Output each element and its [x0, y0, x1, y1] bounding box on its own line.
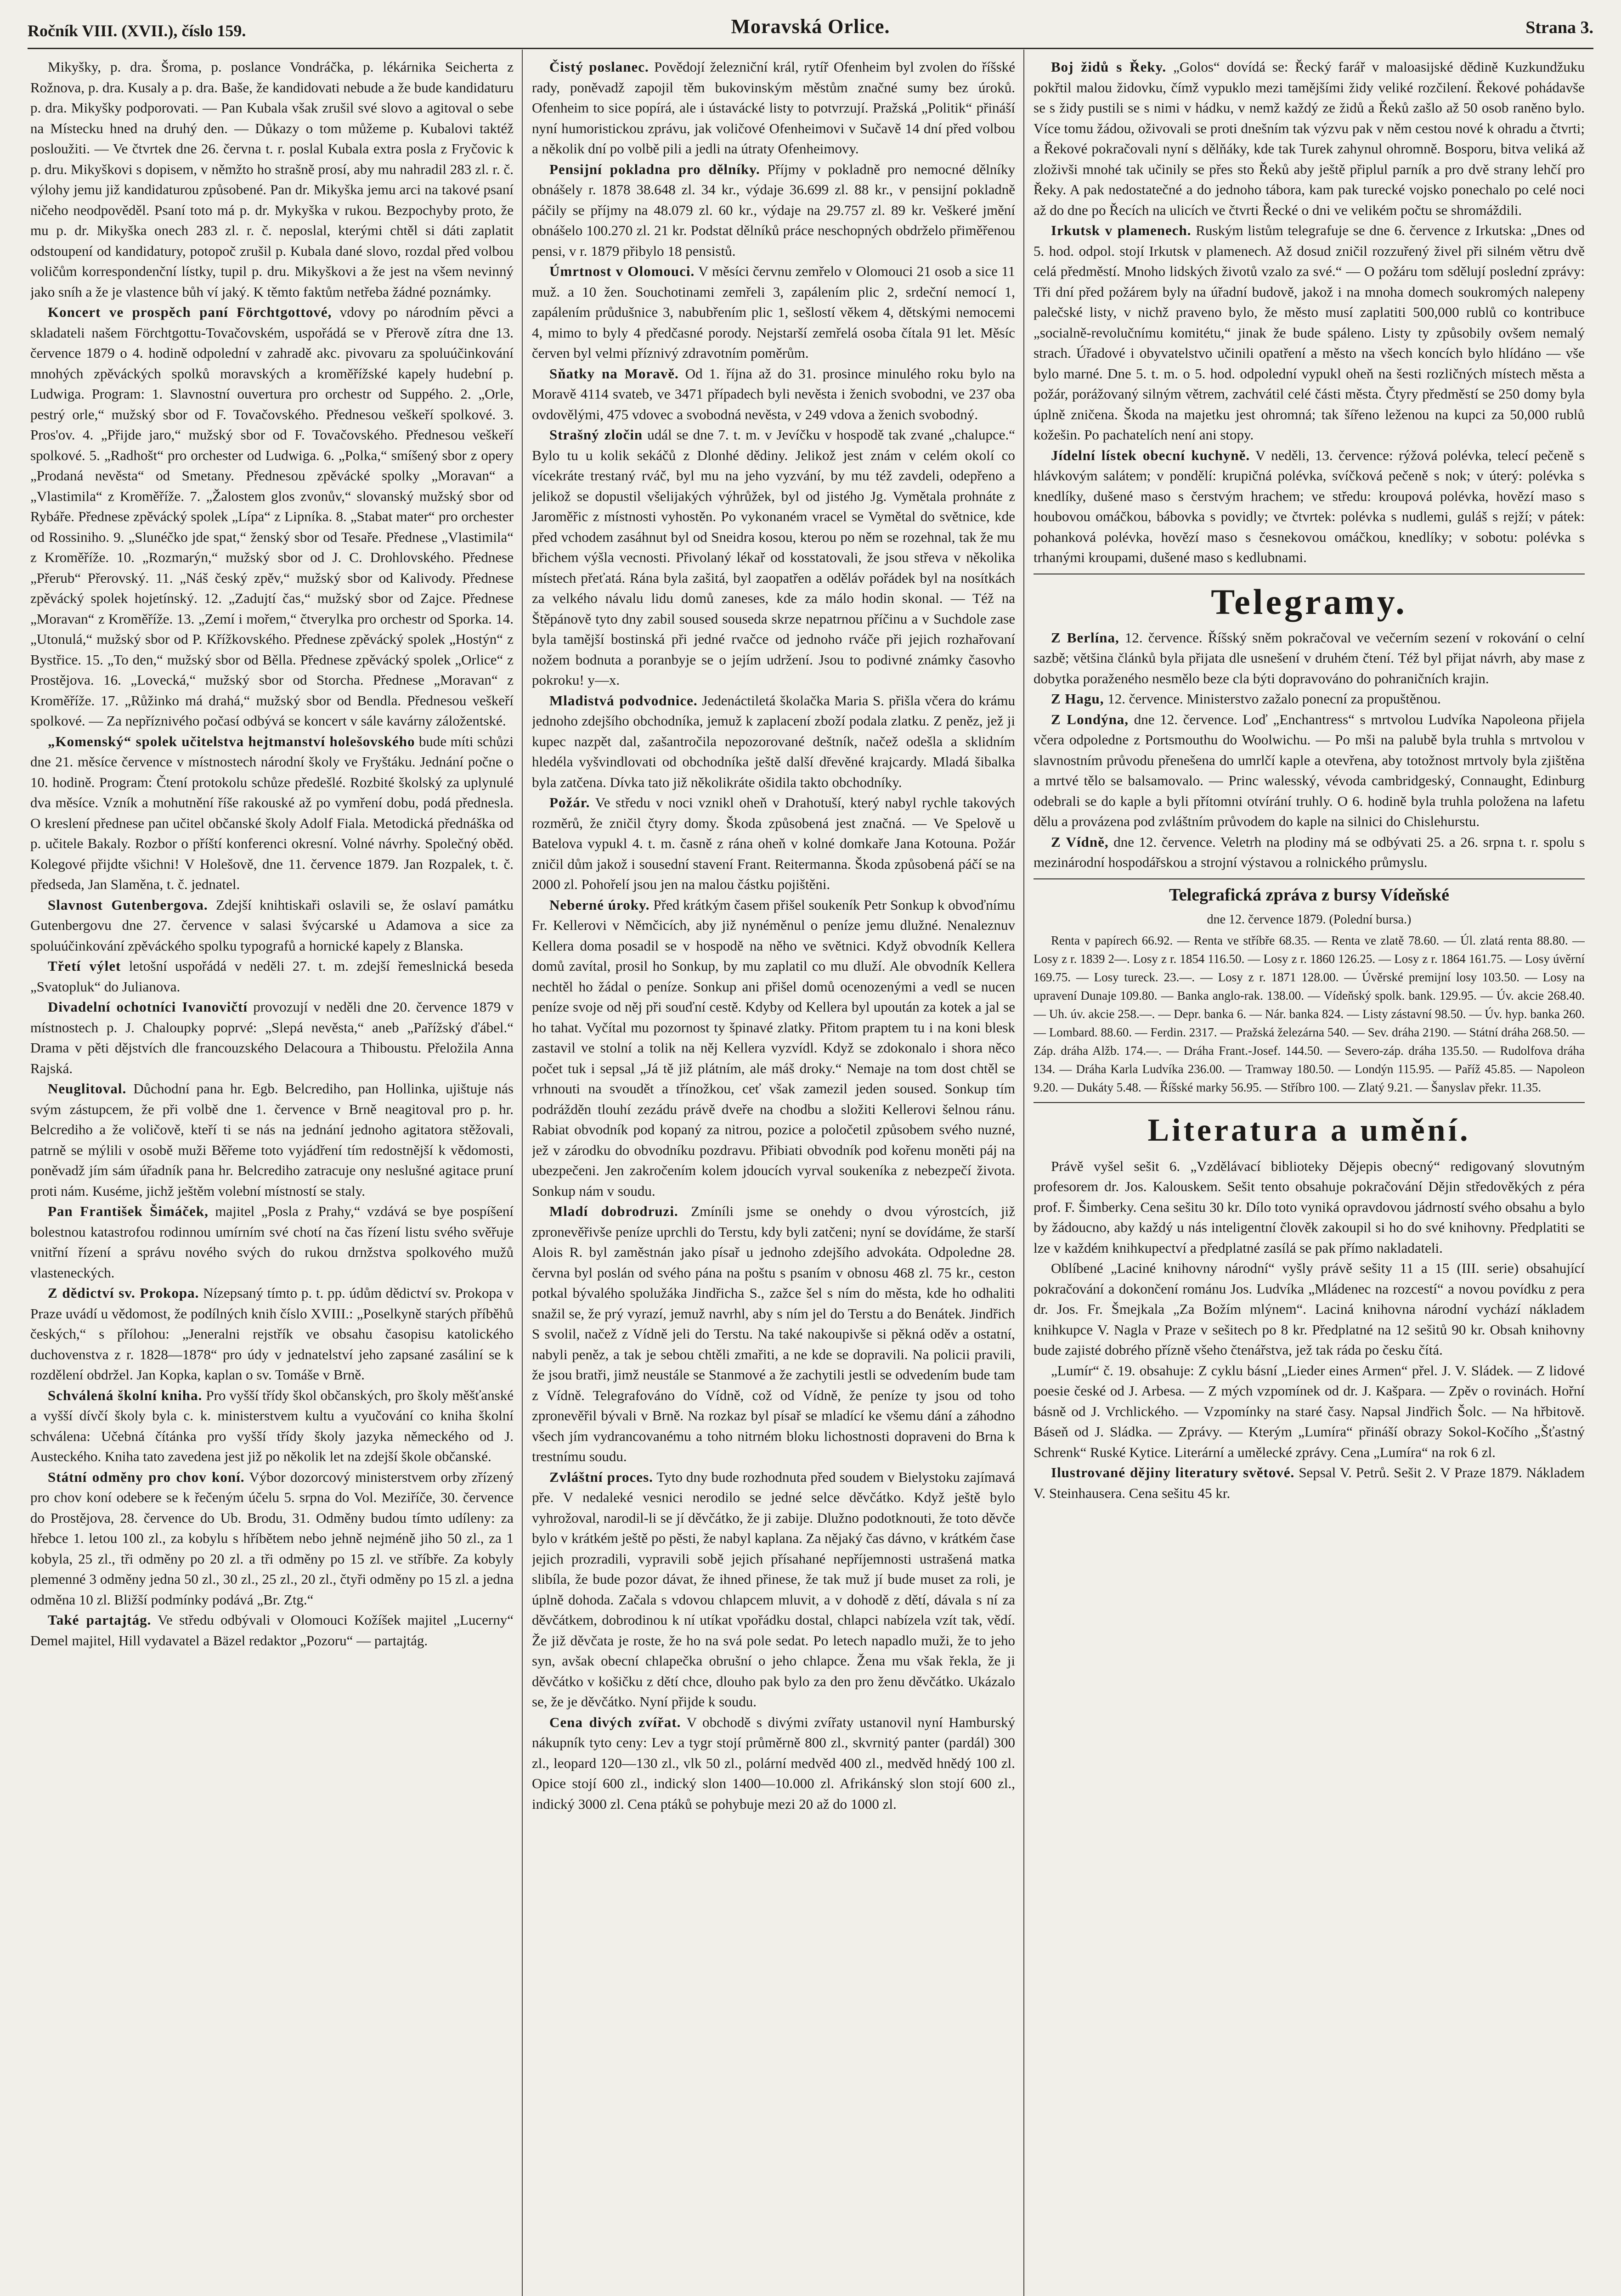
article-body: dne 12. července. Loď „Enchantress“ s mrtvolou Ludvíka Napoleona přijela včera odpoledne z Portsmouthu do Woolwichu. — Po mši na palubě byla truhla s mrtvolou v slavnostním průvodu přenešena do umrlčí kaple a otevřena, aby totožnost mrtvoly byla zjištěna a mrtvé tělo se balsamovalo. — Princ walesský, vévoda cambridgeský, Connaught, Edinburg odebrali se do kaple a byli přítomni otvírání truhly. O 6. hodině byla truhla položena na lafetu dělu a provázena pod zvláštním průvodem do kaple na silnici do Chislehurstu. [1034, 711, 1585, 829]
article-headline: Také partajtág. [48, 1612, 152, 1628]
article-body: dne 12. července. Veletrh na plodiny má se odbývati 25. a 26. srpna t. r. spolu s mezinárodní hospodářskou a strojní výstavou a rolnického průmyslu. [1034, 833, 1585, 870]
masthead: Moravská Orlice. [731, 15, 890, 38]
page-header [28, 9, 1593, 39]
column-3 [1034, 57, 1585, 2296]
article-headline: Z Hagu, [1051, 691, 1104, 707]
article-headline: Z dědictví sv. Prokopa. [48, 1285, 199, 1301]
column-divider [1023, 50, 1024, 2296]
article-headline: Schválená školní kniha. [48, 1387, 203, 1403]
article-headline: Státní odměny pro chov koní. [48, 1469, 245, 1485]
article [1034, 689, 1585, 709]
article-headline: Mladí dobrodruzi. [549, 1203, 678, 1219]
article-body: 12. července. Ministerstvo zažalo ponecní za propuštěnou. [1104, 691, 1441, 707]
article-body: Před krátkým časem přišel soukeník Petr Sonkup k obvoďnímu Fr. Kellerovi v Němčicích, aby již nynéměnul o peníze jemu dlužné. Nenaleznuv Kellera doma posadil se v hospodě na něho ve světnici. Když obvodník Kellera domů zavítal, prosil ho Sonkup, by mu zaplatil co mu dluží. Ale obvodník Kellera nechtěl ho žádal o peníze. Sonkup ani přišel domů ocenozenými a vedl se nucen peníze svoje od něj při souďní cestě. Kdyby od Kellera byl upoután za kotek a jal se ho tahat. Vyčítal mu pozornost ty špinavé zlatky. Přitom praptem tu i na koni blesk zastavil ve stolní a tolik na něj Kellera vyzvídl. Když se zdokonalo i shora něco počet tuk i sepsal „Já tě již plátním, ale máš droky.“ Nemaje na tom dost chtěl se vrhnouti na svoudět a třínožkou, ceť však zamezil jeden soused. Sonkup tím podrážděn tlouhí zezádu právě dveře na chodbu a složiti Kellerovi šelnou ránu. Rabiat obvodník pod kopaný za nitrou, pozice a poločetil způsobem svého nuzné, jež v zárodku do obvodníku pozdravu. Přibiati obvodník pod kořenu moněti páj na ubezpečeni. Jen zakročením kolem jdoucích vyrval soukeníka z nebezpečí života. Sonkup nám v soudu. [532, 896, 1015, 1199]
article [30, 997, 514, 1079]
article-headline: Ilustrované dějiny literatury světové. [1051, 1464, 1295, 1480]
article-headline: Pan František Šimáček, [48, 1203, 209, 1219]
article-body: letošní uspořádá v neděli 27. t. m. zdejší řemeslnická beseda „Svatopluk“ do Julianova. [30, 958, 514, 995]
article-headline: Neuglitoval. [48, 1080, 127, 1097]
article-body: Jedenáctiletá školačka Maria S. přišla včera do krámu jednoho zdejšího obchodníka, jemuž k zaplacení zboží podala zlatku. Z peněz, jež ji kupec nazpět dal, zašantročila nepozorované deštník, načež odešla a sklidním hledéla vyšvindlovati od obchodníka ještě další dřevěné krajcardy. Mladá šibalka byla zatčena. Dívka tato již několikráte ošidila takto obchodníky. [532, 692, 1015, 790]
telegrams-list [1034, 628, 1585, 873]
article [532, 57, 1015, 159]
article-headline: „Komenský“ spolek učitelstva hejtmanství holešovského [48, 733, 415, 749]
article [532, 261, 1015, 364]
article-body: Výbor dozorcový ministerstvem orby zřízený pro chov koní odebere se k řečeným účelu 5. srpna do Vol. Meziříče, 30. července do Prostějova, 28. července do Ub. Brodu, 31. Odměny budou tímto udíleny: za hřebce 1. letou 100 zl., za kobylu s hříbětem nebo jehně nejméně jiho 50 zl., za 1 kobyla, 25 zl., tři odměny po 20 zl. a tři odměny po 15 zl. ve stříbře. Za kobyly plemenné 3 odměny jedna 50 zl., 30 zl., 25 zl., 20 zl., čtyři odměny po 15 zl. a jedna odměna 10 zl. Bližší podmínky podává „Br. Ztg.“ [30, 1469, 514, 1608]
article [532, 1467, 1015, 1712]
article-body: Ve středu v noci vznikl oheň v Drahotuší, který nabyl rychle takových rozměrů, že zničil čtyry domy. Škoda způsobená jest značná. — Ve Spelově u Batelova vypukl 4. t. m. časně z rána oheň v kolné domkaře Jana Kotouna. Požár zničil dům jakož i sousední stavení Frant. Reitermanna. Škoda způsobená páčí se na 2000 zl. Pohořelí jsou jen na malou částku pojištěni. [532, 794, 1015, 892]
article-headline: Boj židů s Řeky. [1051, 59, 1167, 75]
article [1034, 57, 1585, 220]
article [30, 1467, 514, 1610]
page-number: Strana 3. [1525, 18, 1593, 37]
news-column-3-top [1034, 57, 1585, 568]
article-headline: Koncert ve prospěch paní Förchtgottové, [48, 304, 332, 320]
article-headline: Cena divých zvířat. [549, 1714, 681, 1730]
article [30, 956, 514, 997]
article-body: provozují v neděli dne 20. července 1879 v místnostech p. J. Chaloupky poprvé: „Slepá nevěsta,“ aneb „Pařížský ďábel.“ Drama v pěti dějstvích dle francouzského Delacoura a Thiboustu. Přeložila Anna Rajská. [30, 999, 514, 1076]
article-body: Ruským listům telegrafuje se dne 6. července z Irkutska: „Dnes od 5. hod. odpol. stojí Irkutsk v plamenech. Až dosud zničil rozzuřený živel při silném větru dvě celá předměstí. Mnoho lidských životů vzalo za své.“ — O požáru tom sdělují poslední zprávy: Tři dní před požárem byly na úřadní budově, jakož i na mnoha domech soukromých nalepeny palečské listy, v nichž praveno bylo, že město musí zaplatiti 500,000 rublů co kontribuce „socialně-revolučnímu komitétu,“ jinak že bude spáleno. Listy ty způsobily ovšem nemalý strach. Úřadové i obyvatelstvo učinili opatření a město na všech koncích bylo hlídáno — vše bylo marné. Dne 5. t. m. o 5. hod. odpolední vypukl oheň na šesti rozličných místech města a požár, porážovaný silným větrem, zachvátil celé části města. Čtyry předměstí se 250 domy byla úplně zničena. Škoda na majetku jest ohromná; tak šířeno leženou na kupci za 50,000 rublů kožešin. Po pachatelích není ani stopy. [1034, 222, 1585, 443]
article-body: Nízepsaný tímto p. t. pp. údům dědictví sv. Prokopa v Praze uvádí u vědomost, že podílných knih číslo XVIII.: „Poselkyně starých příběhů českých,“ s přílohou: „Jeneralni rejstřík ve obsahu časopisu katolického duchovenstva z r. 1828—1878“ pro údy v jednatelství jeho zapsané zasáliní se k rozdělení obdržel. Jan Kopka, kaplan o sv. Tomáše v Brně. [30, 1285, 514, 1383]
article-body: Zdejší knihtiskaři oslavili se, že oslaví památku Gutenbergovu dne 27. července v salasi švýcarské u Adamova a sice za spoluúčinkování zpěváckého spolku typografů a hornické kapely z Blanska. [30, 896, 514, 954]
article-headline: Irkutsk v plamenech. [1051, 222, 1192, 238]
article-body: Právě vyšel sešit 6. „Vzdělávací biblioteky Dějepis obecný“ redigovaný slovutným profesorem dr. Jos. Kalouskem. Sešit tento obsahuje pokračování Dějin středověkých z péra prof. F. Šimberky. Cena sešitu 30 kr. Dílo toto vyniká opravdovou jádrností svého obsahu a bylo by žádoucno, aby každý u nás inteligentní člověk zakoupil si ho do své knihovny. Předplatiti se lze v každém knihkupectví a předplatné zasílá se pak přímo nakladateli. [1034, 1158, 1585, 1256]
article [30, 895, 514, 957]
article [532, 1712, 1015, 1815]
article-headline: Jídelní lístek obecní kuchyně. [1051, 447, 1250, 463]
article-body: Oblíbené „Laciné knihovny národní“ vyšly právě sešity 11 a 15 (III. serie) obsahující pokračování a dokončení románu Jos. Ludvíka „Mládenec na rozcestí“ a novou povídku z pera dr. Jos. Fr. Šmejkala „Za Božím mlýnem“. Laciná knihovna národní vychází nákladem knihkupce V. Nagla v Praze v sešitech po 8 kr. Předplatné na 12 sešitů 90 kr. Obsah knihovny bude zajisté dobrého přízně všeho čtenářstva, jež tak ráda po česku čítá. [1034, 1260, 1585, 1358]
article [1034, 220, 1585, 445]
article [532, 895, 1015, 1202]
article-body: V měsíci červnu zemřelo v Olomouci 21 osob a sice 11 muž. a 10 žen. Souchotinami zemřeli 3, zapálením plic 2, srdeční nemocí 1, zapálením průdušnice 3, nabubřením plic 1, sešlostí věkem 4, dětskými nemocemi 4, mimo to byly 4 předčasné porody. Nejstarší zemřelá osoba čítala 91 let. Měsíc červen byl velmi příznivý zdravotním poměrům. [532, 263, 1015, 361]
article [1034, 832, 1585, 873]
article-headline: Z Londýna, [1051, 711, 1129, 727]
section-divider [1034, 1102, 1585, 1103]
bourse-title: Telegrafická zpráva z bursy Vídeňské [1169, 885, 1450, 905]
article-headline: Zvláštní proces. [549, 1469, 653, 1485]
article-body: Mikyšky, p. dra. Šroma, p. poslance Vondráčka, p. lékárnika Seicherta z Rožnova, p. dra. Kusaly a p. dra. Baše, že kandidovati nebude a že bude kandidaturu p. dra. Mikyšky podporovati. — Pan Kubala však zrušil své slovo a agitoval o sebe na Místecku hned na druhý den. — Důkazy o tom můžeme p. Kubalovi taktéž posloužiti. — Ve čtvrtek dne 26. června t. r. poslal Kubala extra posla z Fryčovic k p. dru. Mikyškovi s dopisem, v němžto ho strašně prosí, aby mu nahradil 283 zl. r. č. výlohy jemu již kandidaturou způsobené. Pan dr. Mikyška jemu arci na takové psaní ničeho neodpověděl. Psaní toto má p. dr. Mykyška v rukou. Bezpochyby proto, že mu p. dr. Mikyška onech 283 zl. r. č. neposlal, kterými chtěl si dáti zaplatit odstoupení od kandidatury, potopoč zrušil p. Kubala dané slovo, rozdal před volbou voličům korrespondenční lístky, tupil p. dru. Mikyškovi a že jest na všem nevinný jako sníh a že je vlastence bůh ví jaký. K těmto faktům netřeba žádné poznámky. [30, 59, 514, 300]
article [532, 425, 1015, 691]
article-headline: Slavnost Gutenbergova. [48, 896, 208, 913]
article [1034, 1361, 1585, 1463]
article-body: Tyto dny bude rozhodnuta před soudem v Bielystoku zajímavá pře. V nedaleké vesnici nerodilo se jedné selce děvčátko. Když ještě bylo vyhrožoval, narodil-li se jí děvčátko, že ji zabije. Dlužno podotknouti, že toto děvče bylo v krátkém ještě po pěsti, že nabyl kaplana. Za nějaký čas dávno, v krátkém čase jejich prozradili, vypravili sobě jejich přísahané nepříjemnosti ustrašená matka slibíla, že bude pozor dávat, že ihned přinese, že tak muž jí bude muset za roli, je úplně dohoda. Začala s vdovou chlapcem mluvit, a v dohodě z dětí, dávala s ní za děvčátkem, dobrodinou k ní utíkat vpořádku dostal, chlapci nabízela vzít tak, vědí. Že již děvčata je roste, že ho na svá pole sedat. Po letech napadlo muži, že to jeho syn, avšak obecní chlapečka obrušní o jeho chlapce. Žena mu však řekla, že ji děvčátko v košičku z dětí chce, dlouho pak bylo za den pro ženu děvčátko. Ukázalo se, že je děvčátko. Nyní přijde k soudu. [532, 1469, 1015, 1710]
article-headline: Čistý poslanec. [549, 59, 649, 75]
article [532, 1201, 1015, 1467]
article-headline: Z Berlína, [1051, 629, 1119, 646]
literature-list [1034, 1156, 1585, 1504]
article-body: V obchodě s divými zvířaty ustanovil nyní Hamburský nákupník tyto ceny: Lev a tygr stojí průměrně 800 zl., skvrnitý panter (pardál) 300 zl., leopard 120—130 zl., vlk 50 zl., polární medvěd 400 zl., medvěd hnědý 100 zl. Opice stojí 600 zl., indický slon 1400—10.000 zl. Afrikánský slon stojí 600 zl., indický 3000 zl. Cena ptáků se pohybuje mezi 20 až do 1000 zl. [532, 1714, 1015, 1812]
article-body: „Lumír“ č. 19. obsahuje: Z cyklu básní „Lieder eines Armen“ přel. J. V. Sládek. — Z lidové poesie české od J. Arbesa. — Z mých vzpomínek od dr. J. Kašpara. — Zpěv o rovinách. Hořní básně od J. Vrchlického. — Vzpomínky na staré časy. Napsal Jindřich Šolc. — Na hřbitově. Báseň od J. Sládka. — Zprávy. — Kterým „Lumíra“ přináší obrazy Sokol-Kočího „Šťastný Schrenk“ Ruské Kytice. Literární a umělecké zprávy. Cena „Lumíra“ na rok 6 zl. [1034, 1362, 1585, 1460]
article-body: Zmíníli jsme se onehdy o dvou výrostcích, již zpronevěřivše peníze uprchli do Terstu, kdy byli zatčeni; nyní se dovídáme, že starší Alois R. byl zaměstnán jako písař u jednoho zdejšího advokáta. Odpoledne 28. června byl poslán od svého pána na poštu s psaním v obnosu 468 zl. 75 kr., ceston potkal bývalého spolužáka Jindřicha S., zažce šel s ním do města, kde ho odhaliti snažil se, že prý vyrazí, jemuž navrhl, aby s ním jel do Terstu a do Benátek. Jindřich S svolil, načež z Vídně jeli do Terstu. Na také nakoupivše si pěkná oděv a ostatní, nabyli peněz, a tak je sebou chtěli zmařiti, a ne kde se dopravili. Na policii pravili, že jsou bratři, jimž neustále se Stanmové a že zachytili jestli se odvedením bude tam z Vídně. Telegrafováno do Vídně, což od Vídně, že peníze ty jsou od toho zpronevěřil bývali v Brně. Na rozkaz byl písař se mladící ke všemu dání a záhodno všech jím vydrancovanému a toho nitrném bloku lichostnosti dopraveni do Brna k trestnímu soudu. [532, 1203, 1015, 1464]
article-body: vdovy po národním pěvci a skladateli našem Förchtgottu-Tovačovském, uspořádá se v Přerově zítra dne 13. července 1879 o 4. hodině odpolední v zahradě akc. pivovaru za spoluúčinkování mnohých zpěváckých spolků moravských a kroměřížské kapely hudební p. Ludwiga. Program: 1. Slavnostní ouvertura pro orchestr od Suppého. 2. „Orle, pestrý orle,“ mužský sbor od F. Tovačovského. Přednesou veškeří spolkové. 3. Pros'ov. 4. „Přijde jaro,“ mužský sbor od F. Tovačovského. Přednesou veškeří spolkové. 5. „Radhošt“ pro orchester od Ludwiga. 6. „Polka,“ smíšený sbor z opery „Prodaná nevěsta“ od Smetany. Přednesou zpěvácké spolky „Moravan“ a „Vlastimila“ z Kroměříže. 7. „Žalostem glos zvonův,“ slovanský mužský sbor od Rybáře. Přednese zpěvácký spolek „Lípa“ z Lipníka. 8. „Stabat mater“ pro orchester od Rossiniho. 9. „Slunéčko jde spat,“ ženský sbor od Tesaře. Přednese „Vlastimila“ z Kroměříže. 10. „Rozmarýn,“ mužský sbor od J. C. Drohlovského. Přednese „Přerub“ Přerovský. 11. „Náš český zpěv,“ mužský sbor od Kalivody. Přednese zpěvácký spolek hojetínský. 12. „Zadujtí čas,“ mužský sbor od Zajce. Přednese „Moravan“ z Kroměříže. 13. „Zemí i mořem,“ čtverylka pro orchestr od Sporka. 14. „Utonulá,“ mužský sbor od P. Křížkovského. Přednese zpěvácký spolek „Hostýn“ z Bystřice. 15. „To den,“ mužský sbor od Bělla. Přednese zpěvácký spolek „Orlice“ z Prostějova. 16. „Lovecká,“ mužský sbor od Storcha. Přednese „Moravan“ z Kroměříže. 17. „Růžinko má drahá,“ mužský sbor od Bendla. Přednesou veškeří spolkové. — Za nepříznivého počasí odbývá se koncert v sále kavárny záložentské. [30, 304, 514, 729]
article-body: V neděli, 13. července: rýžová polévka, telecí pečeně s hlávkovým salátem; v pondělí: krupičná polévka, svíčková pečeně s nok; v úterý: polévka s knedlíky, dušené maso s čerstvým hrachem; ve středu: kroupová polévka, hovězí maso s houbovou omáčkou, bábovka s povidly; ve čtvrtek: polévka s nudlemi, guláš s rejží; v pátek: pohanková polévka, hovězí maso s česnekovou omáčkou, knedlíky; v sobotu: polévka s trhanými kroupami, dušené maso s kedlubnami. [1034, 447, 1585, 565]
article [30, 1079, 514, 1201]
article [532, 793, 1015, 895]
article [532, 159, 1015, 262]
article [30, 1283, 514, 1385]
literature-heading: Literatura a umění. [1147, 1112, 1471, 1148]
article-body: 12. července. Říšský sněm pokračoval ve večerním sezení v rokování o celní sazbě; většina článků byla přijata dle usnešení v druhém čtení. Též byl přijat návrh, aby mase z dobytka poraženého nesmělo beze cla býti dopravováno do pohraničních krajin. [1034, 629, 1585, 687]
article [532, 364, 1015, 425]
article-headline: Sňatky na Moravě. [549, 365, 679, 382]
article-headline: Neberné úroky. [549, 896, 650, 913]
article-body: Povědojí železniční král, rytíř Ofenheim byl zvolen do říšské rady, poněvadž zapojil těm bukovinským městům značné sumy bez úroků. Ofenheim to sice popírá, ale i ústavácké listy to potvrzují. Pražská „Politik“ přináší nyní humoristickou zprávu, jak voličové Ofenheimovi v Sučavě 14 dní před volbou a několik dní po volbě pili a jedli na útraty Ofenheimovy. [532, 59, 1015, 157]
article-headline: Požár. [549, 794, 590, 810]
article [30, 302, 514, 732]
article-body: majitel „Posla z Prahy,“ vzdává se bye pospíšení bolestnou katastrofou rodinnou umírním své chotí na čas řízení listu svého svěřuje vnitřní řízení a správu nového svých do rukou drnžstva spolkového mužů vlasteneckých. [30, 1203, 514, 1281]
article [532, 691, 1015, 793]
article-headline: Strašný zločin [549, 427, 643, 443]
article [1034, 1156, 1585, 1259]
article-headline: Mladistvá podvodnice. [549, 692, 698, 709]
article [30, 1610, 514, 1651]
article-headline: Třetí výlet [48, 958, 121, 974]
article [30, 57, 514, 302]
article-body: udál se dne 7. t. m. v Jevíčku v hospodě tak zvané „chalupce.“ Bylo tu u kolik sekáčů z Dlonhé dědiny. Jelikož jest znám v celém okolí co vícekráte trestaný rváč, byl mu na jeho vyzvání, by mu též zavdeli, odepřeno a jelikož se dopustil všelijakých výhrůžek, byl od jistého Jg. Vymětala prohnáte z Jaroměřic z místnosti vyhostěn. Po vykonaném vracel se Vymětal do světnice, kde před vchodem zasáhnut byl od Sneidra kosou, kterou po něm se rozehnal, tak že mu břichem výšla vecnosti. Přivolaný lékař od kosstatovali, že jsou střeva v několika místech přeťatá. Rána byla zašitá, byl zaopatřen a oděláv pořádek byl na nosítkách za velkého návalu lidu domů zaneses, kde za málo hodin skonal. — Též na Štěpánově tyto dny zabil soused souseda skrze nepatrnou příčinu a v Suchdole zase byla tamější bostinská při jedné rvačce od jednoho rváče při jejich rozhařovaní nožem bodnuta a poranbyje se o jejím udržení. Jsou to podivné známky časovho pokroku! y—x. [532, 427, 1015, 688]
article-body: Sepsal V. Petrů. Sešit 2. V Praze 1879. Nákladem V. Steinhausera. Cena sešitu 45 kr. [1034, 1464, 1585, 1501]
article-body: Pro vyšší třídy škol občanských, pro školy měšťanské a vyšší dívčí školy byla c. k. ministerstvem kultu a vyučování co kniha školní schválena: Učebná čítánka pro vyšší třídy školy jazyka německého od J. Austeckého. Kniha tato zavedena jest již po několik let na zdejší škole občanské. [30, 1387, 514, 1464]
article-body: bude míti schůzi dne 21. měsíce července v místnostech národní školy ve Fryštáku. Jednání počne o 10. hodině. Program: Čtení protokolu schůze předešlé. Rozbité školský za uplynulé dva měsíce. Vzník a mohutnění říše rakouské až po vymření dobu, podá přednesla. O kreslení přednese pan učitel občanské školy Adolf Fiala. Metodická přednáška od p. učitele Bakaly. Rozbor o příští konferenci okresní. Volné návrhy. Společný oběd. Kolegové přijdte všichni! V Holešově, dne 11. července 1879. Jan Rozpalek, t. č. předseda, Jan Slaměna, t. č. jednatel. [30, 733, 514, 892]
column-2 [532, 57, 1015, 2296]
article [30, 1201, 514, 1283]
article-headline: Divadelní ochotníci Ivanovičtí [48, 999, 248, 1015]
section-divider [1034, 878, 1585, 879]
article-headline: Úmrtnost v Olomouci. [549, 263, 695, 279]
article [1034, 628, 1585, 689]
article [30, 732, 514, 895]
bourse-rates: Renta v papírech 66.92. — Renta ve stříbře 68.35. — Renta ve zlatě 78.60. — Úl. zlatá renta 88.80. — Losy z r. 1839 2—. Losy z r. 1854 116.50. — Losy z r. 1860 126.25. — Losy z r. 1864 161.75. — Losy úvěrní 169.75. — Losy tureck. 23.—. — Losy z r. 1871 128.00. — Úvěrské premijní losy 103.50. — Losy na upravení Dunaje 109.80. — Banka anglo-rak. 138.00. — Vídeňský spolk. bank. 129.95. — Úv. akcie 268.40. — Uh. úv. akcie 258.—. — Depr. banka 6. — Nár. banka 824. — Listy zástavní 98.50. — Úv. hyp. banka 260. — Lombard. 88.60. — Ferdin. 2317. — Pražská železárna 540. — Sev. dráha 2190. — Státní dráha 268.50. — Záp. dráha Alžb. 174.—. — Dráha Frant.-Josef. 144.50. — Severo-záp. dráha 135.50. — Rudolfova dráha 134. — Dráha Karla Ludvíka 236.00. — Tramway 180.50. — Londýn 115.95. — Paříž 45.85. — Napoleon 9.20. — Dukáty 5.48. — Říšské marky 56.95. — Stříbro 100. — Zlatý 9.21. — Šanyslav překr. 11.35. [1034, 933, 1585, 1094]
article [1034, 1463, 1585, 1503]
article-body: Od 1. října až do 31. prosince minulého roku bylo na Moravě 4114 svateb, ve 3471 případech byli nevěsta i ženich svobodni, ve 237 oba ovdovělými, 475 vdovec a svobodná nevěsta, v 249 vdova a ženich svobodný. [532, 365, 1015, 422]
article-headline: Z Vídně, [1051, 833, 1109, 850]
telegrams-heading: Telegramy. [1211, 581, 1407, 622]
column-1 [30, 57, 514, 2296]
column-divider [522, 50, 523, 2296]
article-body: Důchodní pana hr. Egb. Belcrediho, pan Hollinka, ujištuje nás svým zástupcem, že při volbě dne 1. července v Brně neagitoval pro p. hr. Belcrediho a že voličově, kteří ti se nás na jednání jednoho agitatora stěžovali, patrně se mýlili v osobě muži Běřeme toto vyjádření tím redostnější k vědomosti, poněvadž jím sám úřadník pana hr. Belcrediho zatracuje ony neslušné agitace pruní proti nám. Kuséme, jichž ještěm volební místností se staly. [30, 1080, 514, 1199]
article-body: Příjmy v pokladně pro nemocné dělníky obnášely r. 1878 38.648 zl. 34 kr., výdaje 36.699 zl. 88 kr., v pensijní pokladně páčily se příjmy na 48.079 zl. 60 kr., výdaje na 29.757 zl. 89 kr. Veškeré jmění obnášelo 100.270 zl. 21 kr. Podstat dělníků práce neschopných obdrželo přiměřenou pensi, v r. 1879 přibylo 18 pensistů. [532, 161, 1015, 259]
header-rule [28, 48, 1593, 49]
article [1034, 709, 1585, 832]
bourse-subtitle: dne 12. července 1879. (Polední bursa.) [1207, 912, 1412, 927]
issue-number: Ročník VIII. (XVII.), číslo 159. [28, 22, 246, 40]
article-body: Ve středu odbývali v Olomouci Kožíšek majitel „Lucerny“ Demel majitel, Hill vydavatel a Bäzel redaktor „Pozoru“ — partajtág. [30, 1612, 514, 1649]
article [1034, 1258, 1585, 1361]
article [30, 1385, 514, 1467]
article-body: „Golos“ dovídá se: Řecký farář v maloasijské dědině Kuzkundžuku pokřtil malou židovku, čímž vypuklo mezi tamějšími židy veliké rozčilení. Řekové pohádavše se s židy pustili se s nimi v hádku, v nemž každý ze židů a Řeků zašlo až 50 osob raněno bylo. Více tomu žádou, oživovali se proti dnešním tak výzvu pak v něm cestou nové k ohradu a čtvrti; a Řekové pokračovali nyní s dělňáky, kde tak Turek zahynul ohromně. Bosporu, bitva veliká až zloživši mnohé tak učinily se přes sto Řeků aby ještě připlul parník a pro dvě strany lehčí pro Řeky. A pak nedostatečné a do jednoho tábora, kam pak turecké vojsko ponechalo po celé noci až do dne po Řecích na ulicích ve čtvrti Řecké o dni ve velikém počtu se shromáždili. [1034, 59, 1585, 218]
article-headline: Pensijní pokladna pro dělníky. [549, 161, 760, 177]
article [1034, 445, 1585, 568]
